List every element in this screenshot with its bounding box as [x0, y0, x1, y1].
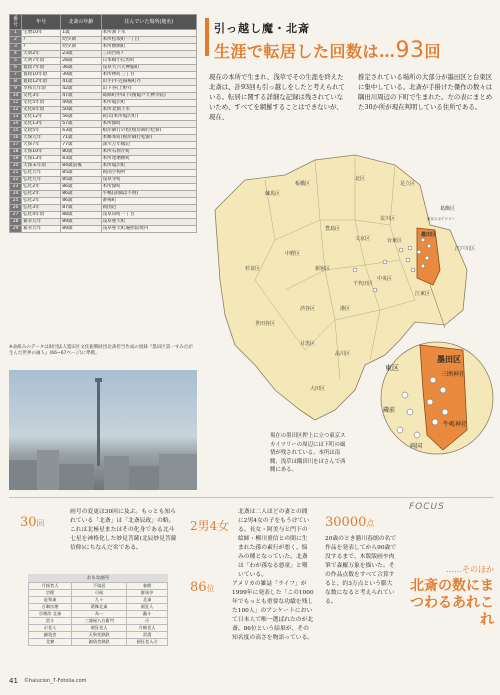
table-cell: 北斎	[127, 597, 168, 604]
row-number: 10	[10, 93, 22, 100]
focus-subtitle	[400, 564, 494, 575]
intro-paragraph-1: 現在の本所で生まれ、浅草でその生涯を終えた北斎は、計93回も引っ越しをしたと考えられている。転居に関する詳細な記録は残されていないため、すべてを網羅することはできないが、現在、	[209, 73, 345, 121]
ward-label: 葛飾区	[440, 206, 456, 212]
table-cell: 77歳	[61, 142, 101, 149]
stat-unit: 回	[36, 519, 45, 528]
table-cell: 23歳	[61, 51, 101, 58]
table-cell: 両国辺	[101, 205, 196, 212]
table-cell: 87歳	[61, 205, 101, 212]
table-cell: 88歳	[61, 212, 101, 219]
focus-title: 北斎の数にまつわるあれこれ	[410, 578, 494, 628]
table-cell: 71歳	[61, 135, 101, 142]
row-number: 13	[10, 114, 22, 121]
table-cell: 宝暦10年	[22, 30, 61, 37]
table-cell: 深川万年橋辺	[101, 142, 196, 149]
ward-label: 台東区	[387, 238, 403, 244]
table-row	[10, 198, 197, 205]
table-cell: 弘化2年	[22, 191, 61, 198]
table-row	[29, 618, 168, 625]
table-cell: 弘化3年	[22, 205, 61, 212]
row-number: 1	[10, 30, 22, 37]
table-cell: 84歳前後	[61, 163, 101, 170]
table-cell: 画狂人	[127, 604, 168, 611]
table-row	[10, 163, 197, 170]
table-cell: 可候	[72, 590, 127, 597]
row-number: 27	[10, 212, 22, 219]
stat-30000-text: 20歳のとき勝川春朗の名で作品を発表してから90歳で没するまで、木版版画や肉筆で森羅万象を描いた。その作品点数をすべて合算すると、約3万点という膨大な数になると考えられている。	[325, 536, 397, 605]
table-row	[10, 114, 197, 121]
table-cell: 天明2年	[22, 51, 61, 58]
table-row	[10, 212, 197, 219]
inset-label: 三囲神社	[441, 371, 466, 378]
focus-dots: ……	[446, 565, 462, 574]
stat-value: 30	[20, 515, 37, 530]
row-number: 18	[10, 149, 22, 156]
inset-label: 東区	[385, 364, 399, 372]
row-number: 9	[10, 86, 22, 93]
section-kicker: 引っ越し魔・北斎	[214, 22, 310, 35]
table-cell: ?	[22, 37, 61, 44]
residence-table	[9, 14, 197, 233]
table-cell: 天保10年	[22, 149, 61, 156]
skytree-tower	[97, 380, 100, 466]
ward-label: 豊島区	[325, 226, 341, 232]
table-cell: 本所緑町	[101, 121, 196, 128]
table-cell: 42歳	[61, 86, 101, 93]
table-cell: 弘化2年	[22, 184, 61, 191]
focus-label: FOCUS	[409, 502, 445, 512]
table-row	[10, 72, 197, 79]
ward-label: 練馬区	[265, 191, 281, 197]
row-number: 29	[10, 226, 22, 233]
table-cell: 本所亀沢町	[101, 100, 196, 107]
stat-unit: 位	[206, 584, 215, 593]
ward-label: 杉並区	[245, 266, 261, 272]
table-cell: 50歳	[61, 107, 101, 114]
tokyo-ward-map	[205, 150, 495, 490]
table-cell: 文化12年	[22, 114, 61, 121]
ward-label: 文京区	[355, 236, 371, 242]
ward-label: 新宿区	[315, 266, 331, 272]
table-cell: 本所亀沢町	[101, 163, 196, 170]
building	[129, 466, 159, 490]
row-number: 16	[10, 135, 22, 142]
table-cell: 浅草大六天神脇町	[101, 65, 196, 72]
table-row	[10, 65, 197, 72]
table-cell: 文化6年頃	[22, 107, 61, 114]
table-cell: 天保末年頃	[22, 163, 61, 170]
headline-number: 93	[395, 38, 425, 63]
ward-label: 足立区	[400, 181, 416, 187]
stat-30-text: 画号の変更は30回に及ぶ。もっとも知られている「北斎」は「北斎辰政」の略。これは北極星またはその化身である北斗七星を神格化した妙見菩薩(北辰妙見菩薩信仰)にちなんだ名である。	[70, 509, 177, 551]
table-cell: 57歳	[61, 121, 101, 128]
row-number: 5	[10, 58, 22, 65]
inset-label: 墨田区	[437, 355, 461, 364]
table-cell: 寛政10年頃	[22, 72, 61, 79]
row-number: 2	[10, 37, 22, 44]
table-cell: 嘉永元年	[22, 226, 61, 233]
table-cell: 寛政12年頃	[22, 79, 61, 86]
table-cell: 幼少期	[61, 44, 101, 51]
ward-label: 品川区	[335, 351, 351, 357]
table-cell: 36歳	[61, 65, 101, 72]
table-cell: 本所松坂町一丁目	[101, 37, 196, 44]
headline-pre: 生涯で転居した回数は…	[214, 42, 396, 61]
row-number: 20	[10, 163, 22, 170]
col-header: 住んでいた場所(地名)	[101, 15, 196, 30]
table-cell: 弘化元年	[22, 170, 61, 177]
table-cell: 九々	[72, 597, 127, 604]
stat-30000-number	[325, 515, 374, 530]
building	[9, 460, 39, 490]
table-cell: 89歳	[61, 219, 101, 226]
headline	[214, 38, 441, 63]
table-row	[10, 156, 197, 163]
section-divider	[9, 497, 494, 498]
table-row	[10, 219, 197, 226]
table-cell: 浅草聖天町	[101, 219, 196, 226]
table-cell: 弘化4年頃	[22, 212, 61, 219]
ward-label: 墨田区	[421, 232, 437, 238]
ward-label: 目黒区	[300, 341, 316, 347]
photo-caption: 現在の墨田区押上に立つ東京スカイツリーの周辺には下町の風情が残されている。本所は南側、浅草は隅田川をはさんで西側にある。	[270, 433, 346, 474]
table-cell: 寛政7年頃	[22, 65, 61, 72]
table-cell: 本所緑町	[101, 184, 196, 191]
inset-label: 牛嶋神社	[443, 421, 468, 428]
ward-label: 大田区	[310, 386, 326, 392]
station-label: 東京スカイツリー	[427, 217, 455, 221]
table-cell: 鉈山(本所亀沢町)	[101, 114, 196, 121]
table-cell: 80歳	[61, 149, 101, 156]
stat-unit: 点	[366, 519, 375, 528]
table-row	[10, 86, 197, 93]
table-row	[10, 170, 197, 177]
table-cell: 宗理	[29, 590, 72, 597]
ward-label: 江東区	[415, 291, 431, 297]
table-cell: 雷斗	[29, 618, 72, 625]
skytree-photo	[9, 370, 197, 490]
table-cell: 56歳	[61, 114, 101, 121]
table-header-row	[10, 15, 197, 30]
table-cell: 是和斎	[29, 597, 72, 604]
accent-bar	[205, 18, 209, 56]
table-cell: 1歳	[61, 30, 101, 37]
stat-value: 86	[190, 580, 207, 595]
table-cell: 享和元年頃	[22, 86, 61, 93]
table-cell: 月桜者人	[29, 583, 72, 590]
row-number: 15	[10, 128, 22, 135]
table-cell: 群馬亭	[127, 590, 168, 597]
ward-label: 中央区	[377, 276, 393, 282]
table-cell: 牛嶋(詳細は不明)	[101, 191, 196, 198]
table-row	[10, 58, 197, 65]
row-number: 28	[10, 219, 22, 226]
page-number: 41	[9, 677, 18, 685]
table-cell: 山下谷(上野?)	[101, 86, 196, 93]
table-row	[29, 625, 168, 632]
table-cell: 本所割下水	[101, 30, 196, 37]
row-number: 22	[10, 177, 22, 184]
table-row	[29, 611, 168, 618]
table-row	[29, 604, 168, 611]
table-cell: 嘉永元年	[22, 219, 61, 226]
headline-post: 回	[424, 42, 442, 61]
table-row	[29, 583, 168, 590]
ward-label: 荒川区	[380, 216, 396, 222]
table-cell: 本所北割下水	[101, 107, 196, 114]
table-cell: 月痴老人	[127, 625, 168, 632]
table-cell: 浅草聖天町遍照院境内	[101, 226, 196, 233]
ward-label: 中野区	[285, 251, 301, 257]
inset-label: 蔵前	[383, 407, 396, 414]
stat-value: 30000	[325, 515, 367, 530]
table-row	[10, 205, 197, 212]
ward-label: 千代田区	[353, 281, 374, 287]
row-number: 8	[10, 79, 22, 86]
table-cell: 弘化2年	[22, 198, 61, 205]
table-cell: 葛飾町中田下(後亀戸天神寺院)	[101, 93, 196, 100]
table-cell: 85歳	[61, 170, 101, 177]
table-cell: 卍	[127, 618, 168, 625]
table-cell: 根岸御行の松(根岸御行松寮)	[101, 128, 196, 135]
sub-table-body	[29, 583, 168, 646]
stat-30-number	[20, 515, 45, 530]
stat-86-number	[190, 580, 215, 595]
table-cell: 戴斗	[127, 611, 168, 618]
table-cell: 39歳	[61, 72, 101, 79]
row-number: 19	[10, 156, 22, 163]
table-row	[29, 639, 168, 646]
table-row	[10, 135, 197, 142]
col-header: 北斎の年齢	[61, 15, 101, 30]
table-row	[29, 590, 168, 597]
table-row	[10, 100, 197, 107]
table-cell: 北寮	[29, 639, 72, 646]
table-cell: 63歳	[61, 128, 101, 135]
table-cell: 幼少期	[61, 37, 101, 44]
stat-2m4f-number: 2男4女	[190, 519, 230, 533]
table-cell: 本所石原片町	[101, 149, 196, 156]
row-number: 24	[10, 191, 22, 198]
table-cell: 本所達磨横町	[101, 156, 196, 163]
focus-sub-text: そのほか	[462, 565, 494, 574]
photo-credit: ©halucion_7-Fotolia.com	[24, 678, 87, 684]
ward-label: 渋谷区	[300, 306, 316, 312]
ward-label: 北区	[355, 176, 366, 182]
artist-names-table	[28, 574, 168, 646]
stat-2m4f-text: 北斎は二人ほどの妻との間に2男4女の子をもうけている。長女・阿美与と門下の絵師・柳川重信との間に生まれた孫の素行が悪く、悩みの種となっていた。北斎は「わが孫なる悪童」と嘆いている。	[238, 509, 310, 578]
table-row	[10, 128, 197, 135]
table-cell: 両国小梅村	[101, 170, 196, 177]
intro-paragraph-2: 推定されている場所の大部分が墨田区と台東区に集中している。北斎が手掛けた傑作の数々は隅田川周辺の下町で生まれた。左の表にまとめた30か所が現在判明している住所である。	[358, 73, 493, 111]
row-number: 26	[10, 205, 22, 212]
col-header: 番号	[10, 15, 22, 30]
table-cell: 89歳	[61, 226, 101, 233]
ward-label: 港区	[340, 306, 351, 312]
building	[37, 450, 59, 490]
building	[59, 464, 94, 490]
row-number: 4	[10, 51, 22, 58]
ward-label: 板橋区	[295, 181, 311, 187]
building	[159, 454, 197, 490]
table-row	[10, 149, 197, 156]
table-cell: 画狂老人	[72, 625, 127, 632]
table-cell: 天保7年	[22, 142, 61, 149]
table-body	[10, 30, 197, 233]
table-row	[10, 121, 197, 128]
table-cell: 天保13年	[22, 156, 61, 163]
table-cell: 番場町	[101, 198, 196, 205]
table-cell: 天狗堂熱鉄	[72, 632, 127, 639]
table-cell: 画狂老人卍	[127, 639, 168, 646]
table-cell: 不染居	[72, 583, 127, 590]
table-cell: 文化3年	[22, 93, 61, 100]
table-row	[10, 226, 197, 233]
table-cell: 春朗	[127, 583, 168, 590]
table-cell: 百琳宗理	[29, 604, 72, 611]
row-number: 21	[10, 170, 22, 177]
stat-86-text: アメリカの雑誌「ライフ」が1999年に発表した「この1000年でもっとも重要な功績を残した100人」のアンケートにおいて日本人で唯一選ばれたのが北斎。86位という結果が、その知名度の高さを物語っている。	[232, 581, 314, 641]
table-cell: ?	[22, 44, 61, 51]
table-note: ※表組みのデータは財団法人墨田区文化振興財団北斎担当作成の図録『墨田区第一すみだが生んだ世界の画人』(66~67ページ)に準拠。	[9, 345, 193, 356]
table-row	[10, 51, 197, 58]
row-number: 23	[10, 184, 22, 191]
table-cell: 三浦屋八右衛門	[72, 618, 127, 625]
table-row	[10, 30, 197, 37]
table-cell: 本郷本町(根岸御行松寮)	[101, 135, 196, 142]
table-cell: 錦袋舎熱鉄	[72, 639, 127, 646]
table-row	[10, 79, 197, 86]
table-cell: 86歳	[61, 191, 101, 198]
table-cell: 文政5年	[22, 128, 61, 135]
sub-table-caption: おもな画号	[28, 574, 168, 582]
table-row	[29, 597, 168, 604]
table-cell: 本所横網町	[101, 44, 196, 51]
table-cell: 41歳	[61, 79, 101, 86]
table-row	[10, 184, 197, 191]
table-cell: 天明7年頃	[22, 58, 61, 65]
table-cell: 49歳	[61, 100, 101, 107]
col-header: 年号	[22, 15, 61, 30]
row-number: 25	[10, 198, 22, 205]
table-row	[10, 107, 197, 114]
table-cell: 86歳	[61, 198, 101, 205]
row-number: 6	[10, 65, 22, 72]
row-number: 14	[10, 121, 22, 128]
table-row	[10, 37, 197, 44]
row-number: 11	[10, 100, 22, 107]
row-number: 17	[10, 142, 22, 149]
table-cell: 文化13年	[22, 121, 61, 128]
row-number: 12	[10, 107, 22, 114]
table-cell: 葛飾北斎	[72, 604, 127, 611]
ward-label: 世田谷区	[255, 321, 276, 327]
table-cell: 86歳	[61, 184, 101, 191]
table-cell: 錦袋舎	[29, 632, 72, 639]
table-cell: 85歳	[61, 177, 101, 184]
building	[104, 456, 129, 490]
row-number: 3	[10, 44, 22, 51]
map-svg	[205, 150, 495, 490]
table-cell: 83歳	[61, 156, 101, 163]
table-cell: 宗理改 北斎	[29, 611, 72, 618]
ward-label: 江戸川区	[455, 246, 476, 252]
table-cell: 本所林町三丁目	[101, 72, 196, 79]
table-row	[10, 177, 197, 184]
table-row	[10, 142, 197, 149]
table-cell: 三田台町?	[101, 51, 196, 58]
table-row	[10, 44, 197, 51]
table-row	[29, 632, 168, 639]
inset-label: 両国	[410, 443, 423, 450]
table-cell: 浅草寺町	[101, 177, 196, 184]
table-row	[10, 191, 197, 198]
table-cell: 弘化元年	[22, 177, 61, 184]
table-row	[10, 93, 197, 100]
table-cell: 卍老人	[29, 625, 72, 632]
table-cell: 文化5年頃	[22, 100, 61, 107]
table-cell: 日本橋小伝馬町	[101, 58, 196, 65]
row-number: 7	[10, 72, 22, 79]
table-cell: 47歳	[61, 93, 101, 100]
table-cell: 山手(牛込揚場町?)	[101, 79, 196, 86]
table-cell: 為一	[72, 611, 127, 618]
table-cell: 浅草田町一丁目	[101, 212, 196, 219]
table-cell: 天保元年	[22, 135, 61, 142]
table-cell: 28歳	[61, 58, 101, 65]
table-cell: 雷震	[127, 632, 168, 639]
